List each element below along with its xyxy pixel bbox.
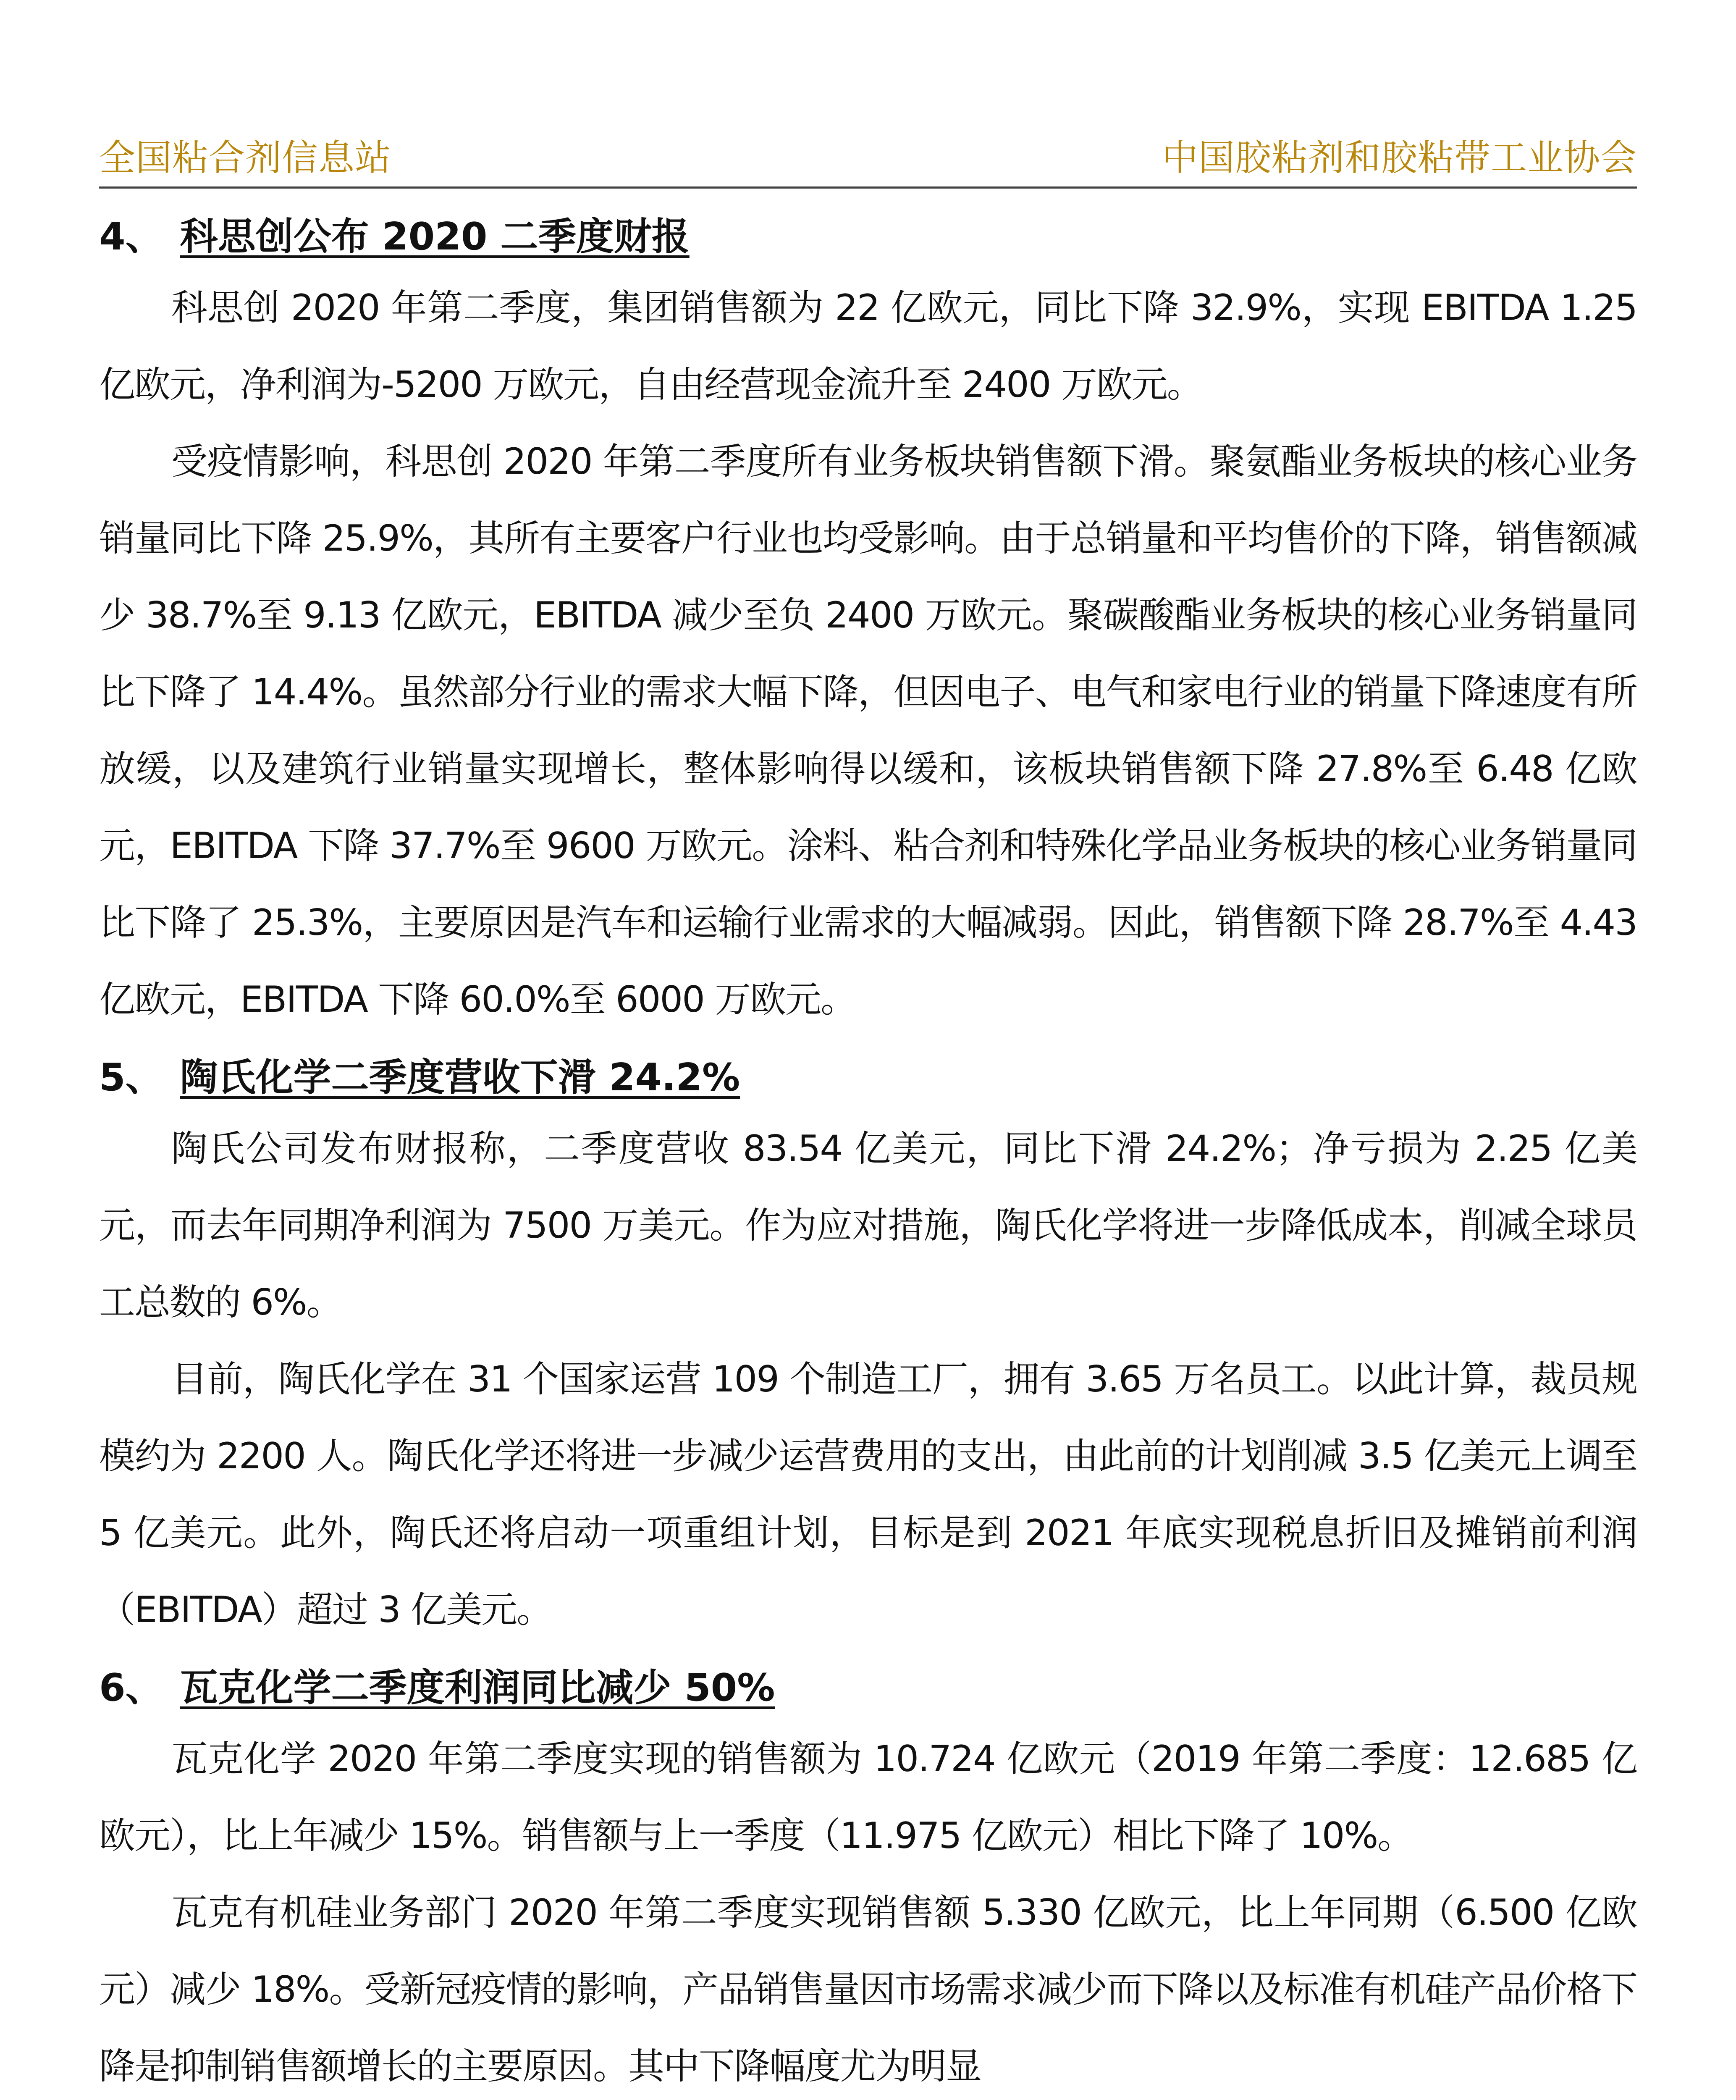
paragraph: 瓦克有机硅业务部门 2020 年第二季度实现销售额 5.330 亿欧元，比上年同期（6.500 亿欧元）减少 18%。受新冠疫情的影响，产品销售量因市场需求减少而下降以及标准有机硅产品价格下降是抑制销售额增长的主要原因。其中下降幅度尤为明显 xyxy=(99,1892,1637,2087)
page-header xyxy=(99,113,1637,189)
header-right-title: 中国胶粘剂和胶粘带工业协会 xyxy=(1162,137,1637,179)
section-heading-4 xyxy=(99,212,1637,262)
paragraph: 目前，陶氏化学在 31 个国家运营 109 个制造工厂，拥有 3.65 万名员工。以此计算，裁员规模约为 2200 人。陶氏化学还将进一步减少运营费用的支出，由此前的计划削减 3.5 亿美元上调至 5 亿美元。此外，陶氏还将启动一项重组计划，目标是到 2021 年底实现税息折旧及摊销前利润（EBITDA）超过 3 亿美元。 xyxy=(99,1358,1637,1631)
section-title: 瓦克化学二季度利润同比减少 50% xyxy=(180,1666,775,1710)
paragraph: 科思创 2020 年第二季度，集团销售额为 22 亿欧元，同比下降 32.9%，实现 EBITDA 1.25 亿欧元，净利润为-5200 万欧元，自由经营现金流升至 2400 万欧元。 xyxy=(99,287,1637,406)
section-number: 6、 xyxy=(99,1666,163,1710)
article-body xyxy=(99,197,1637,2100)
section-heading-5 xyxy=(99,1053,1637,1103)
section-title: 陶氏化学二季度营收下滑 24.2% xyxy=(180,1055,740,1100)
section-number: 5、 xyxy=(99,1055,163,1100)
paragraph: 受疫情影响，科思创 2020 年第二季度所有业务板块销售额下滑。聚氨酯业务板块的核心业务销量同比下降 25.9%，其所有主要客户行业也均受影响。由于总销量和平均售价的下降，销售额减少 38.7%至 9.13 亿欧元，EBITDA 减少至负 2400 万欧元。聚碳酸酯业务板块的核心业务销量同比下降了 14.4%。虽然部分行业的需求大幅下降，但因电子、电气和家电行业的销量下降速度有所放缓，以及建筑行业销量实现增长，整体影响得以缓和，该板块销售额下降 27.8%至 6.48 亿欧元，EBITDA 下降 37.7%至 9600 万欧元。涂料、粘合剂和特殊化学品业务板块的核心业务销量同比下降了 25.3%，主要原因是汽车和运输行业需求的大幅减弱。因此，销售额下降 28.7%至 4.43 亿欧元，EBITDA 下降 60.0%至 6000 万欧元。 xyxy=(99,441,1637,1021)
section-heading-6 xyxy=(99,1663,1637,1713)
paragraph: 瓦克化学 2020 年第二季度实现的销售额为 10.724 亿欧元（2019 年第二季度：12.685 亿欧元），比上年减少 15%。销售额与上一季度（11.975 亿欧元）相比下降了 10%。 xyxy=(99,1738,1637,1857)
header-left-title: 全国粘合剂信息站 xyxy=(99,137,391,179)
section-number: 4、 xyxy=(99,215,163,259)
paragraph: 陶氏公司发布财报称，二季度营收 83.54 亿美元，同比下滑 24.2%；净亏损为 2.25 亿美元，而去年同期净利润为 7500 万美元。作为应对措施，陶氏化学将进一步降低成本，削减全球员工总数的 6%。 xyxy=(99,1128,1637,1323)
section-title: 科思创公布 2020 二季度财报 xyxy=(180,215,690,259)
